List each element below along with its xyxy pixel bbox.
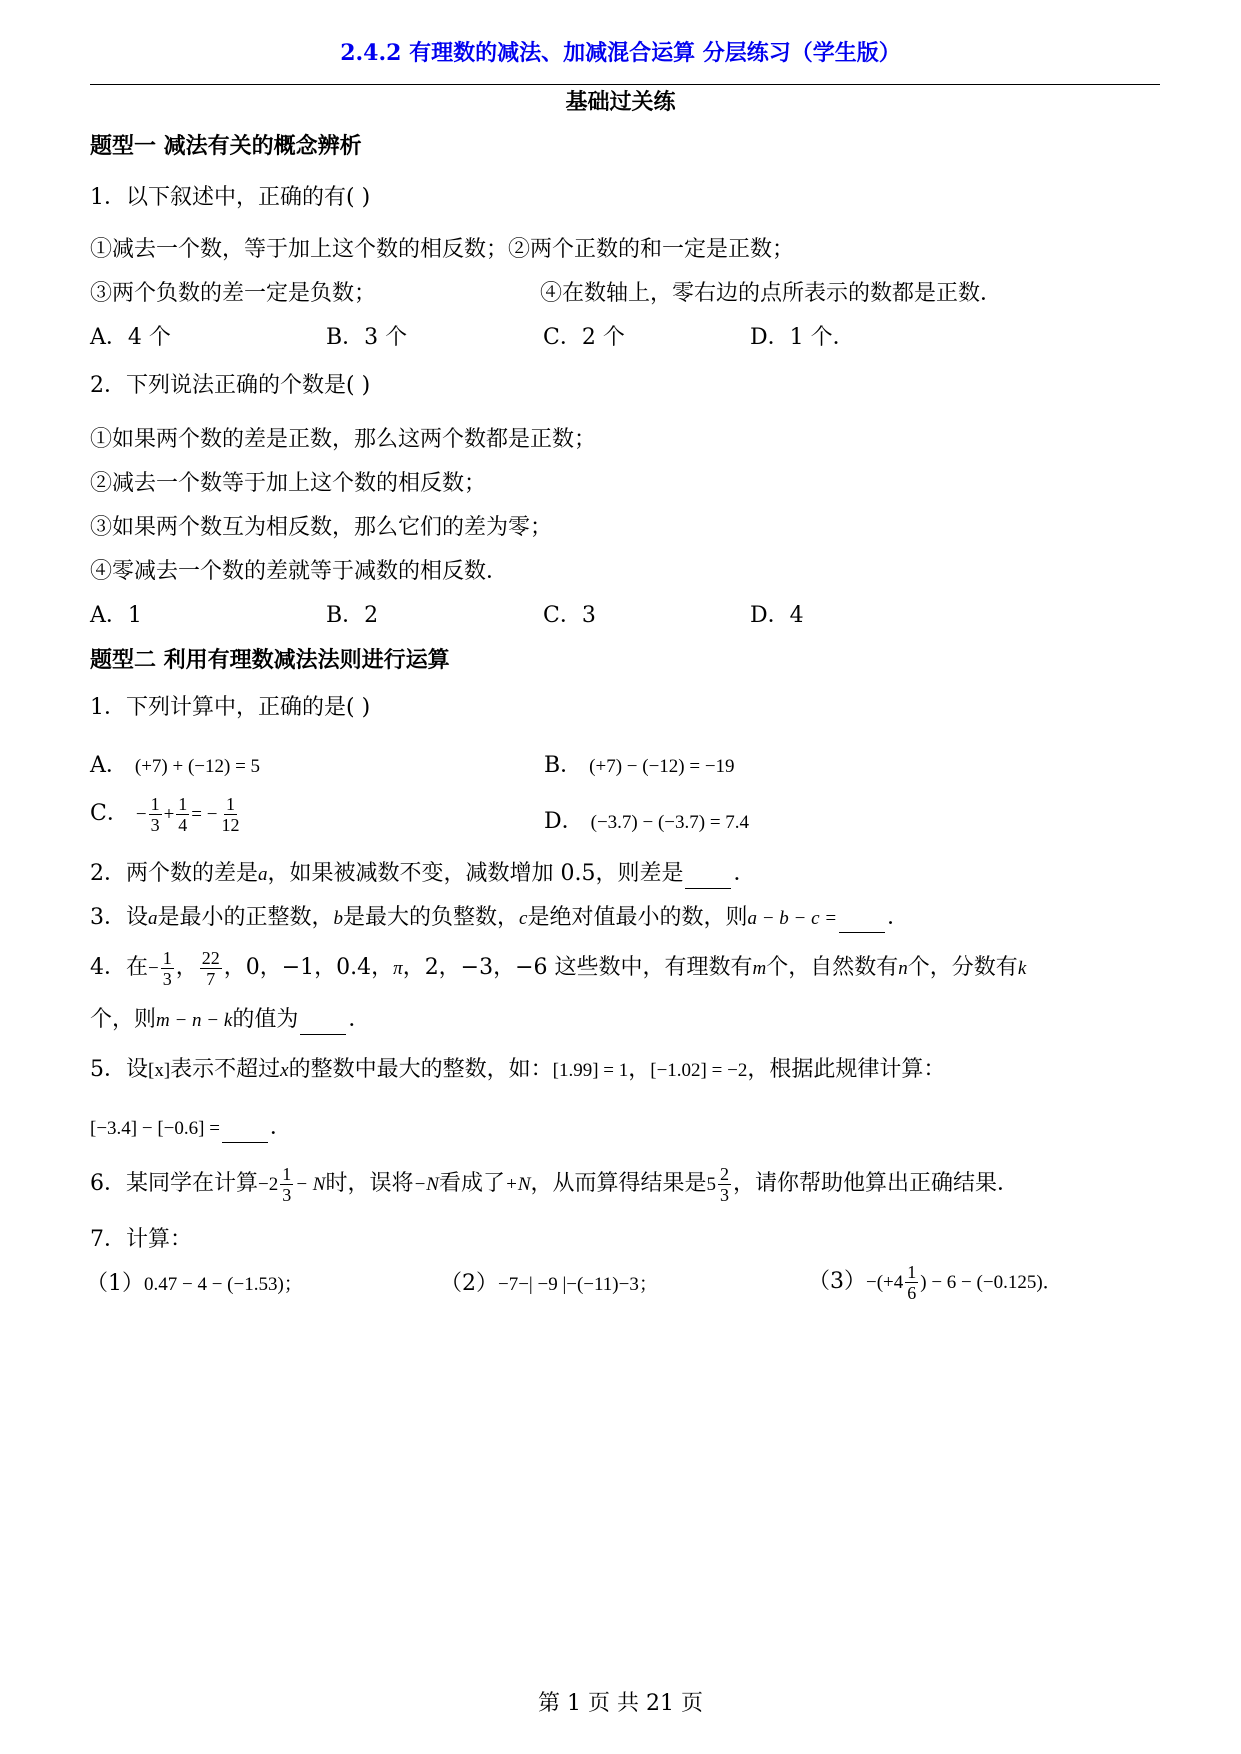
option-d-label: D． <box>544 809 584 834</box>
type1-q2-statement-3: ③如果两个数互为相反数，那么它们的差为零； <box>90 515 553 540</box>
type2-q5-line1 <box>90 1056 945 1085</box>
q4-pi: π <box>393 958 403 979</box>
fraction: $\frac{1}{3}$ <box>150 793 160 835</box>
q6-text: 6．某同学在计算 <box>90 1171 258 1196</box>
q6-pos-n: +N <box>505 1174 531 1195</box>
q6-text: ，请你帮助他算出正确结果． <box>733 1171 1020 1196</box>
answer-blank[interactable] <box>839 912 885 933</box>
option-c-minus: − <box>135 804 147 825</box>
q3-var-b: b <box>333 908 344 929</box>
fraction: $\frac{22}{7}$ <box>201 947 220 989</box>
type1-q1-option-d[interactable]: D．1 个． <box>750 325 855 350</box>
q4-text: ，2，−3，−6 这些数中，有理数有 <box>402 955 753 980</box>
q5-text: 表示不超过 <box>170 1057 281 1082</box>
q5-text: ，根据此规律计算： <box>747 1057 946 1082</box>
type2-q4-line1 <box>90 946 1026 991</box>
type2-q6 <box>90 1162 1019 1207</box>
type2-q1-option-a[interactable] <box>90 752 260 781</box>
type1-q2-stem: 2．下列说法正确的个数是( ) <box>90 373 371 398</box>
type1-q1-option-b[interactable]: B．3 个 <box>326 325 408 350</box>
q5-var-x: x <box>280 1060 289 1081</box>
fraction: $\frac{1}{12}$ <box>221 793 240 835</box>
q4-text: 个，分数有 <box>907 955 1018 980</box>
q4-comma: ， <box>175 955 198 980</box>
document-title: 2.4.2 有理数的减法、加减混合运算 分层练习（学生版） <box>340 40 901 66</box>
type1-heading: 题型一 减法有关的概念辨析 <box>90 133 362 159</box>
answer-blank[interactable] <box>222 1122 268 1143</box>
q3-text: 是绝对值最小的数，则 <box>527 905 748 930</box>
type2-q4-line2 <box>90 1006 370 1035</box>
q6-minus-n: − N <box>295 1174 326 1195</box>
q2-text: ，如果被减数不变，减数增加 0.5，则差是 <box>267 861 684 886</box>
option-a-expression: (+7) + (−12) = 5 <box>134 756 261 777</box>
q6-whole2: 5 <box>706 1174 717 1195</box>
q6-text: ，从而算得结果是 <box>530 1171 707 1196</box>
type2-q3 <box>90 904 909 933</box>
option-a-label: A． <box>90 753 128 778</box>
q5-text: 的整数中最大的整数，如： <box>288 1057 553 1082</box>
fraction: $\frac{1}{3}$ <box>162 947 172 989</box>
q4-minus: − <box>148 958 159 979</box>
q4-text: ，0，−1，0.4， <box>223 955 394 980</box>
title-divider <box>90 84 1160 85</box>
option-c-label: C． <box>90 801 129 826</box>
q5-floor-x: [x] <box>148 1060 171 1081</box>
type1-q2-option-a[interactable]: A．1 <box>90 603 142 628</box>
q5-example-2: [−1.02] = −2 <box>650 1060 748 1081</box>
type2-q1-option-b[interactable] <box>544 752 735 781</box>
q4-text: 个，自然数有 <box>766 955 899 980</box>
plus-sign: + <box>163 804 175 825</box>
q5-text: 5．设 <box>90 1057 148 1082</box>
part-2-label: （2） <box>440 1271 498 1296</box>
option-b-label: B． <box>544 753 583 778</box>
q6-text: 时，误将 <box>325 1171 414 1196</box>
q4-text: 4．在 <box>90 955 148 980</box>
type1-q1-option-c[interactable]: C．2 个 <box>543 325 625 350</box>
q5-example-1: [1.99] = 1 <box>552 1060 629 1081</box>
q3-text: 3．设 <box>90 905 148 930</box>
type1-q1-statement-3: ③两个负数的差一定是负数； <box>90 281 377 306</box>
part-3-expression: −(+4 <box>866 1272 904 1293</box>
type2-q7-part-1 <box>86 1270 303 1299</box>
q2-text: 2．两个数的差是 <box>90 861 258 886</box>
type2-q1-option-d[interactable] <box>544 808 749 837</box>
type1-q2-option-d[interactable]: D．4 <box>750 603 804 628</box>
q6-whole: −2 <box>258 1174 279 1195</box>
equals-minus: = − <box>191 804 218 825</box>
fraction: $\frac{1}{4}$ <box>178 793 188 835</box>
q4-var-m: m <box>752 958 767 979</box>
type2-q2 <box>90 860 756 889</box>
part-1-label: （1） <box>86 1271 144 1296</box>
q4-var-k: k <box>1017 958 1027 979</box>
q3-text: 是最大的负整数， <box>343 905 520 930</box>
type1-q1-statement-4: ④在数轴上，零右边的点所表示的数都是正数． <box>540 281 1003 306</box>
fraction: $\frac{1}{3}$ <box>282 1163 292 1205</box>
type1-q2-option-b[interactable]: B．2 <box>326 603 379 628</box>
section-header: 基础过关练 <box>565 89 676 115</box>
type1-q2-option-c[interactable]: C．3 <box>543 603 596 628</box>
q4-text: 的值为 <box>232 1007 299 1032</box>
q3-var-a: a <box>148 908 158 929</box>
fraction: $\frac{2}{3}$ <box>720 1163 730 1205</box>
q5-comma: ， <box>628 1057 651 1082</box>
q3-var-c: c <box>519 908 528 929</box>
type2-q1-stem: 1．下列计算中，正确的是( ) <box>90 695 371 720</box>
q3-end: ． <box>887 905 910 930</box>
type2-q7-stem: 7．计算： <box>90 1227 192 1252</box>
answer-blank[interactable] <box>300 1014 346 1035</box>
part-3-expression-end: ) − 6 − (−0.125)． <box>920 1272 1062 1293</box>
part-3-label: （3） <box>808 1269 866 1294</box>
type2-q7-part-2 <box>440 1270 658 1299</box>
type1-q1-statement-1-2: ①减去一个数，等于加上这个数的相反数；②两个正数的和一定是正数； <box>90 237 795 262</box>
type2-q1-option-c[interactable] <box>90 792 243 837</box>
part-2-expression: −7−| −9 |−(−11)−3； <box>498 1274 658 1295</box>
type1-q2-statement-2: ②减去一个数等于加上这个数的相反数； <box>90 471 487 496</box>
type2-q7-part-3 <box>808 1260 1062 1305</box>
q5-end: ． <box>269 1115 292 1140</box>
q5-expression: [−3.4] − [−0.6] = <box>90 1118 220 1139</box>
fraction: $\frac{1}{6}$ <box>907 1261 917 1303</box>
option-b-expression: (+7) − (−12) = −19 <box>589 756 735 777</box>
type1-q2-statement-1: ①如果两个数的差是正数，那么这两个数都是正数； <box>90 427 597 452</box>
type1-q1-option-a[interactable]: A．4 个 <box>90 325 171 350</box>
option-d-expression: (−3.7) − (−3.7) = 7.4 <box>590 812 750 833</box>
q6-neg-n: −N <box>413 1174 439 1195</box>
q4-var-n: n <box>898 958 908 979</box>
q3-expression: a − b − c = <box>747 908 838 929</box>
type2-heading: 题型二 利用有理数减法法则进行运算 <box>90 647 450 673</box>
q4-end: ． <box>348 1007 371 1032</box>
answer-blank[interactable] <box>685 868 731 889</box>
q6-text: 看成了 <box>438 1171 505 1196</box>
q2-end: ． <box>733 861 756 886</box>
q3-text: 是最小的正整数， <box>157 905 334 930</box>
part-1-expression: 0.47 − 4 − (−1.53)； <box>144 1274 303 1295</box>
type1-q1-stem: 1．以下叙述中，正确的有( ) <box>90 185 371 210</box>
q2-variable: a <box>258 864 268 885</box>
type1-q2-statement-4: ④零减去一个数的差就等于减数的相反数． <box>90 559 509 584</box>
type2-q5-line2 <box>90 1114 292 1143</box>
q4-expression: m − n − k <box>156 1010 233 1031</box>
page-footer: 第 1 页 共 21 页 <box>538 1691 703 1716</box>
q4-text: 个，则 <box>90 1007 157 1032</box>
